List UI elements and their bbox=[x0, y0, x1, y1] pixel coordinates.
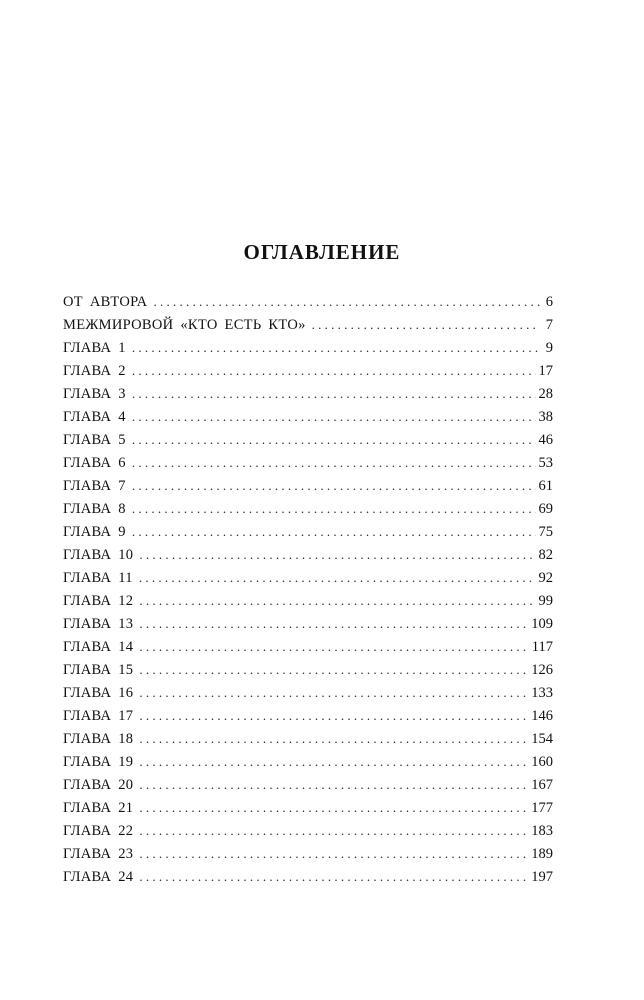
toc-entry-label: ГЛАВА 10 bbox=[63, 547, 134, 563]
toc-entry bbox=[63, 313, 553, 336]
toc-entry-label: ОТ АВТОРА bbox=[63, 294, 148, 310]
toc-entry bbox=[63, 290, 553, 313]
toc-dot-leader bbox=[132, 520, 536, 543]
toc-entry-label: ГЛАВА 21 bbox=[63, 800, 134, 816]
toc-entry-page-number: 9 bbox=[545, 340, 553, 356]
toc-entry-label: ГЛАВА 9 bbox=[63, 524, 126, 540]
toc-entry-page-number: 61 bbox=[538, 478, 553, 494]
toc-entry bbox=[63, 359, 553, 382]
toc-entry-page-number: 154 bbox=[531, 731, 553, 747]
toc-entry-label: ГЛАВА 19 bbox=[63, 754, 134, 770]
toc-dot-leader bbox=[132, 405, 536, 428]
toc-entry-label: ГЛАВА 14 bbox=[63, 639, 134, 655]
toc-entry-page-number: 117 bbox=[531, 639, 553, 655]
toc-entry-label: ГЛАВА 6 bbox=[63, 455, 126, 471]
toc-list bbox=[63, 290, 553, 888]
toc-entry bbox=[63, 819, 553, 842]
toc-dot-leader bbox=[139, 819, 528, 842]
toc-entry-label: ГЛАВА 17 bbox=[63, 708, 134, 724]
toc-entry-label: ГЛАВА 16 bbox=[63, 685, 134, 701]
toc-dot-leader bbox=[132, 474, 536, 497]
toc-entry bbox=[63, 658, 553, 681]
toc-entry-label: ГЛАВА 23 bbox=[63, 846, 134, 862]
toc-dot-leader bbox=[139, 589, 535, 612]
toc-dot-leader bbox=[132, 428, 536, 451]
toc-dot-leader bbox=[139, 727, 528, 750]
toc-entry-label: ГЛАВА 8 bbox=[63, 501, 126, 517]
toc-dot-leader bbox=[132, 336, 540, 359]
toc-entry-page-number: 109 bbox=[531, 616, 553, 632]
toc-entry-page-number: 126 bbox=[531, 662, 553, 678]
toc-dot-leader bbox=[139, 612, 528, 635]
toc-dot-leader bbox=[132, 497, 536, 520]
toc-entry-page-number: 160 bbox=[531, 754, 553, 770]
toc-entry-page-number: 189 bbox=[531, 846, 553, 862]
toc-entry bbox=[63, 474, 553, 497]
toc-entry-page-number: 167 bbox=[531, 777, 553, 793]
toc-dot-leader bbox=[139, 658, 528, 681]
toc-dot-leader bbox=[139, 704, 528, 727]
toc-entry bbox=[63, 681, 553, 704]
toc-entry-page-number: 46 bbox=[538, 432, 553, 448]
toc-entry-label: ГЛАВА 1 bbox=[63, 340, 126, 356]
toc-entry-label: ГЛАВА 7 bbox=[63, 478, 126, 494]
toc-entry bbox=[63, 589, 553, 612]
toc-entry bbox=[63, 566, 553, 589]
toc-entry-page-number: 38 bbox=[538, 409, 553, 425]
toc-entry-label: ГЛАВА 12 bbox=[63, 593, 134, 609]
toc-dot-leader bbox=[132, 359, 536, 382]
toc-dot-leader bbox=[139, 566, 536, 589]
toc-dot-leader bbox=[139, 865, 528, 888]
toc-entry bbox=[63, 865, 553, 888]
toc-entry-label: ГЛАВА 20 bbox=[63, 777, 134, 793]
toc-entry bbox=[63, 497, 553, 520]
toc-entry bbox=[63, 543, 553, 566]
toc-entry bbox=[63, 842, 553, 865]
toc-entry-page-number: 17 bbox=[538, 363, 553, 379]
toc-dot-leader bbox=[132, 382, 536, 405]
toc-entry-page-number: 133 bbox=[531, 685, 553, 701]
toc-entry bbox=[63, 336, 553, 359]
toc-entry bbox=[63, 796, 553, 819]
toc-entry-label: ГЛАВА 4 bbox=[63, 409, 126, 425]
toc-entry-label: ГЛАВА 24 bbox=[63, 869, 134, 885]
toc-entry bbox=[63, 520, 553, 543]
toc-entry-label: ГЛАВА 3 bbox=[63, 386, 126, 402]
toc-entry-label: ГЛАВА 5 bbox=[63, 432, 126, 448]
toc-entry-label: ГЛАВА 2 bbox=[63, 363, 126, 379]
toc-entry-label: ГЛАВА 15 bbox=[63, 662, 134, 678]
toc-entry-page-number: 6 bbox=[545, 294, 553, 310]
toc-entry-label: ГЛАВА 11 bbox=[63, 570, 133, 586]
toc-entry-label: ГЛАВА 18 bbox=[63, 731, 134, 747]
toc-entry bbox=[63, 727, 553, 750]
toc-entry-page-number: 92 bbox=[538, 570, 553, 586]
toc-entry-label: МЕЖМИРОВОЙ «КТО ЕСТЬ КТО» bbox=[63, 317, 306, 333]
toc-entry-page-number: 53 bbox=[538, 455, 553, 471]
toc-entry-page-number: 197 bbox=[531, 869, 553, 885]
toc-entry bbox=[63, 635, 553, 658]
toc-dot-leader bbox=[139, 543, 535, 566]
toc-entry bbox=[63, 612, 553, 635]
toc-entry-page-number: 75 bbox=[538, 524, 553, 540]
toc-dot-leader bbox=[139, 635, 528, 658]
toc-dot-leader bbox=[312, 313, 540, 336]
toc-entry bbox=[63, 704, 553, 727]
toc-dot-leader bbox=[139, 750, 528, 773]
toc-dot-leader bbox=[132, 451, 536, 474]
toc-entry bbox=[63, 382, 553, 405]
toc-entry-page-number: 99 bbox=[538, 593, 553, 609]
toc-entry-page-number: 82 bbox=[538, 547, 553, 563]
toc-entry-page-number: 69 bbox=[538, 501, 553, 517]
toc-entry bbox=[63, 773, 553, 796]
toc-entry-page-number: 7 bbox=[545, 317, 553, 333]
toc-dot-leader bbox=[139, 773, 528, 796]
toc-entry-label: ГЛАВА 22 bbox=[63, 823, 134, 839]
toc-dot-leader bbox=[139, 681, 528, 704]
toc-entry-page-number: 183 bbox=[531, 823, 553, 839]
toc-entry bbox=[63, 750, 553, 773]
toc-entry bbox=[63, 451, 553, 474]
toc-dot-leader bbox=[139, 842, 528, 865]
toc-title: ОГЛАВЛЕНИЕ bbox=[243, 240, 401, 264]
toc-dot-leader bbox=[153, 290, 540, 313]
toc-entry bbox=[63, 428, 553, 451]
toc-entry bbox=[63, 405, 553, 428]
toc-entry-label: ГЛАВА 13 bbox=[63, 616, 134, 632]
toc-entry-page-number: 146 bbox=[531, 708, 553, 724]
toc-entry-page-number: 177 bbox=[531, 800, 553, 816]
toc-dot-leader bbox=[139, 796, 528, 819]
toc-entry-page-number: 28 bbox=[538, 386, 553, 402]
